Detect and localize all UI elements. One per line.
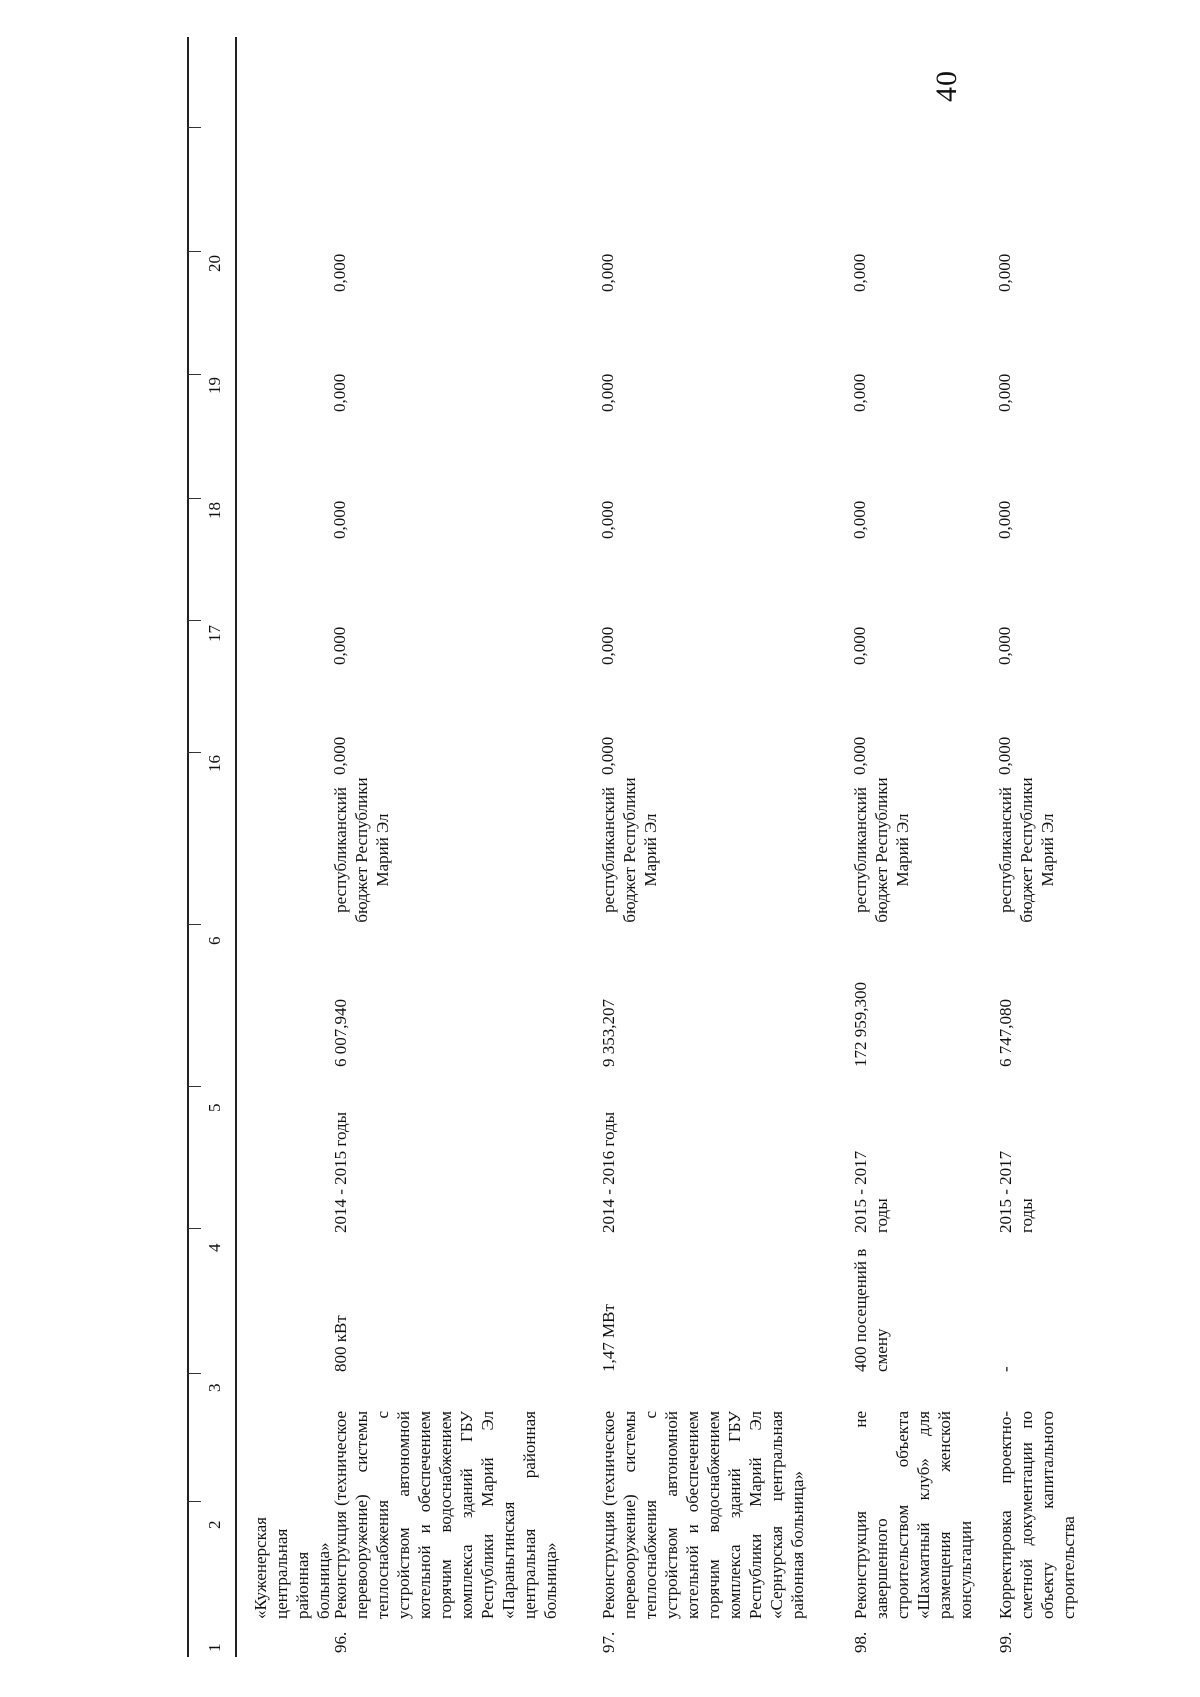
row-source: республиканский бюджет Республики Марий Эл: [599, 777, 660, 923]
row-value-18: 0,000: [330, 500, 349, 539]
table-top-rule: [187, 37, 189, 1657]
row-cost: 172 959,300: [851, 982, 870, 1067]
row-value-18: 0,000: [598, 500, 617, 539]
column-divider: [187, 1373, 201, 1374]
column-divider: [187, 251, 201, 252]
row-number: 98.: [851, 1631, 870, 1653]
column-number: 19: [205, 377, 224, 394]
row-name: Реконструкция (техническое перевооружение) системы теплоснабжения с устройством автономной котельной и обеспечением горячим водоснабжением комплекса зданий ГБУ Республики Марий Эл «Параньгинская центральная районная больница»: [331, 1411, 560, 1619]
column-divider: [187, 498, 201, 499]
column-divider: [187, 1501, 201, 1502]
row-name: Реконструкция (техническое перевооружение) системы теплоснабжения с устройством автономной котельной и обеспечением горячим водоснабжением комплекса зданий ГБУ Республики Марий Эл «Сернурская центральная районная больница»: [599, 1411, 807, 1619]
row-capacity: -: [996, 1366, 1015, 1372]
row-value-16: 0,000: [330, 736, 349, 775]
row-source: республиканский бюджет Республики Марий Эл: [851, 777, 912, 923]
row-value-20: 0,000: [850, 253, 869, 292]
row-value-19: 0,000: [995, 373, 1014, 412]
page-number: 40: [930, 70, 963, 102]
row-number: 99.: [996, 1631, 1015, 1653]
row-value-19: 0,000: [598, 373, 617, 412]
column-divider: [187, 1228, 201, 1229]
row-value-17: 0,000: [598, 626, 617, 665]
column-number: 5: [205, 1103, 224, 1112]
table-header-rule: [235, 37, 237, 1657]
row-value-19: 0,000: [850, 373, 869, 412]
row-value-20: 0,000: [598, 253, 617, 292]
row-number: 96.: [331, 1631, 350, 1653]
column-number: 2: [205, 1520, 224, 1529]
column-number: 1: [205, 1643, 224, 1652]
row-value-20: 0,000: [995, 253, 1014, 292]
row-period: 2014 - 2016 годы: [599, 1111, 618, 1233]
row-period: 2015 - 2017 годы: [996, 1150, 1036, 1233]
column-number: 6: [205, 936, 224, 945]
row-value-19: 0,000: [330, 373, 349, 412]
row-name: Корректировка проектно-сметной документации по объекту капитального строительства: [996, 1411, 1078, 1619]
row-value-16: 0,000: [995, 736, 1014, 775]
column-divider: [187, 924, 201, 925]
column-divider: [187, 620, 201, 621]
row-value-17: 0,000: [850, 626, 869, 665]
row-cost: 6 747,080: [996, 999, 1015, 1067]
row-source: республиканский бюджет Республики Марий Эл: [331, 777, 392, 923]
row-cost: 9 353,207: [599, 999, 618, 1067]
row-name: «Куженерская центральная районная больница»: [251, 1517, 333, 1619]
row-value-17: 0,000: [995, 626, 1014, 665]
row-value-20: 0,000: [330, 253, 349, 292]
column-divider: [187, 127, 201, 128]
row-cost: 6 007,940: [331, 999, 350, 1067]
column-divider: [187, 1086, 201, 1087]
row-value-16: 0,000: [598, 736, 617, 775]
row-value-16: 0,000: [850, 736, 869, 775]
row-period: 2014 - 2015 годы: [331, 1111, 350, 1233]
column-number: 4: [205, 1243, 224, 1252]
row-value-18: 0,000: [850, 500, 869, 539]
row-value-17: 0,000: [330, 626, 349, 665]
column-number: 18: [205, 502, 224, 519]
row-capacity: 800 кВт: [331, 1315, 350, 1372]
row-capacity: 400 посещений в смену: [851, 1248, 891, 1372]
row-period: 2015 - 2017 годы: [851, 1150, 891, 1233]
column-number: 3: [205, 1383, 224, 1392]
column-number: 20: [205, 255, 224, 272]
column-divider: [187, 752, 201, 753]
column-number: 16: [205, 755, 224, 772]
column-divider: [187, 374, 201, 375]
row-source: республиканский бюджет Республики Марий Эл: [996, 777, 1057, 923]
row-value-18: 0,000: [995, 500, 1014, 539]
row-name: Реконструкция не завершенного строительством объекта «Шахматный клуб» для размещения женской консультации: [851, 1411, 975, 1619]
row-number: 97.: [599, 1631, 618, 1653]
row-capacity: 1,47 МВт: [599, 1304, 618, 1372]
column-number: 17: [205, 625, 224, 642]
